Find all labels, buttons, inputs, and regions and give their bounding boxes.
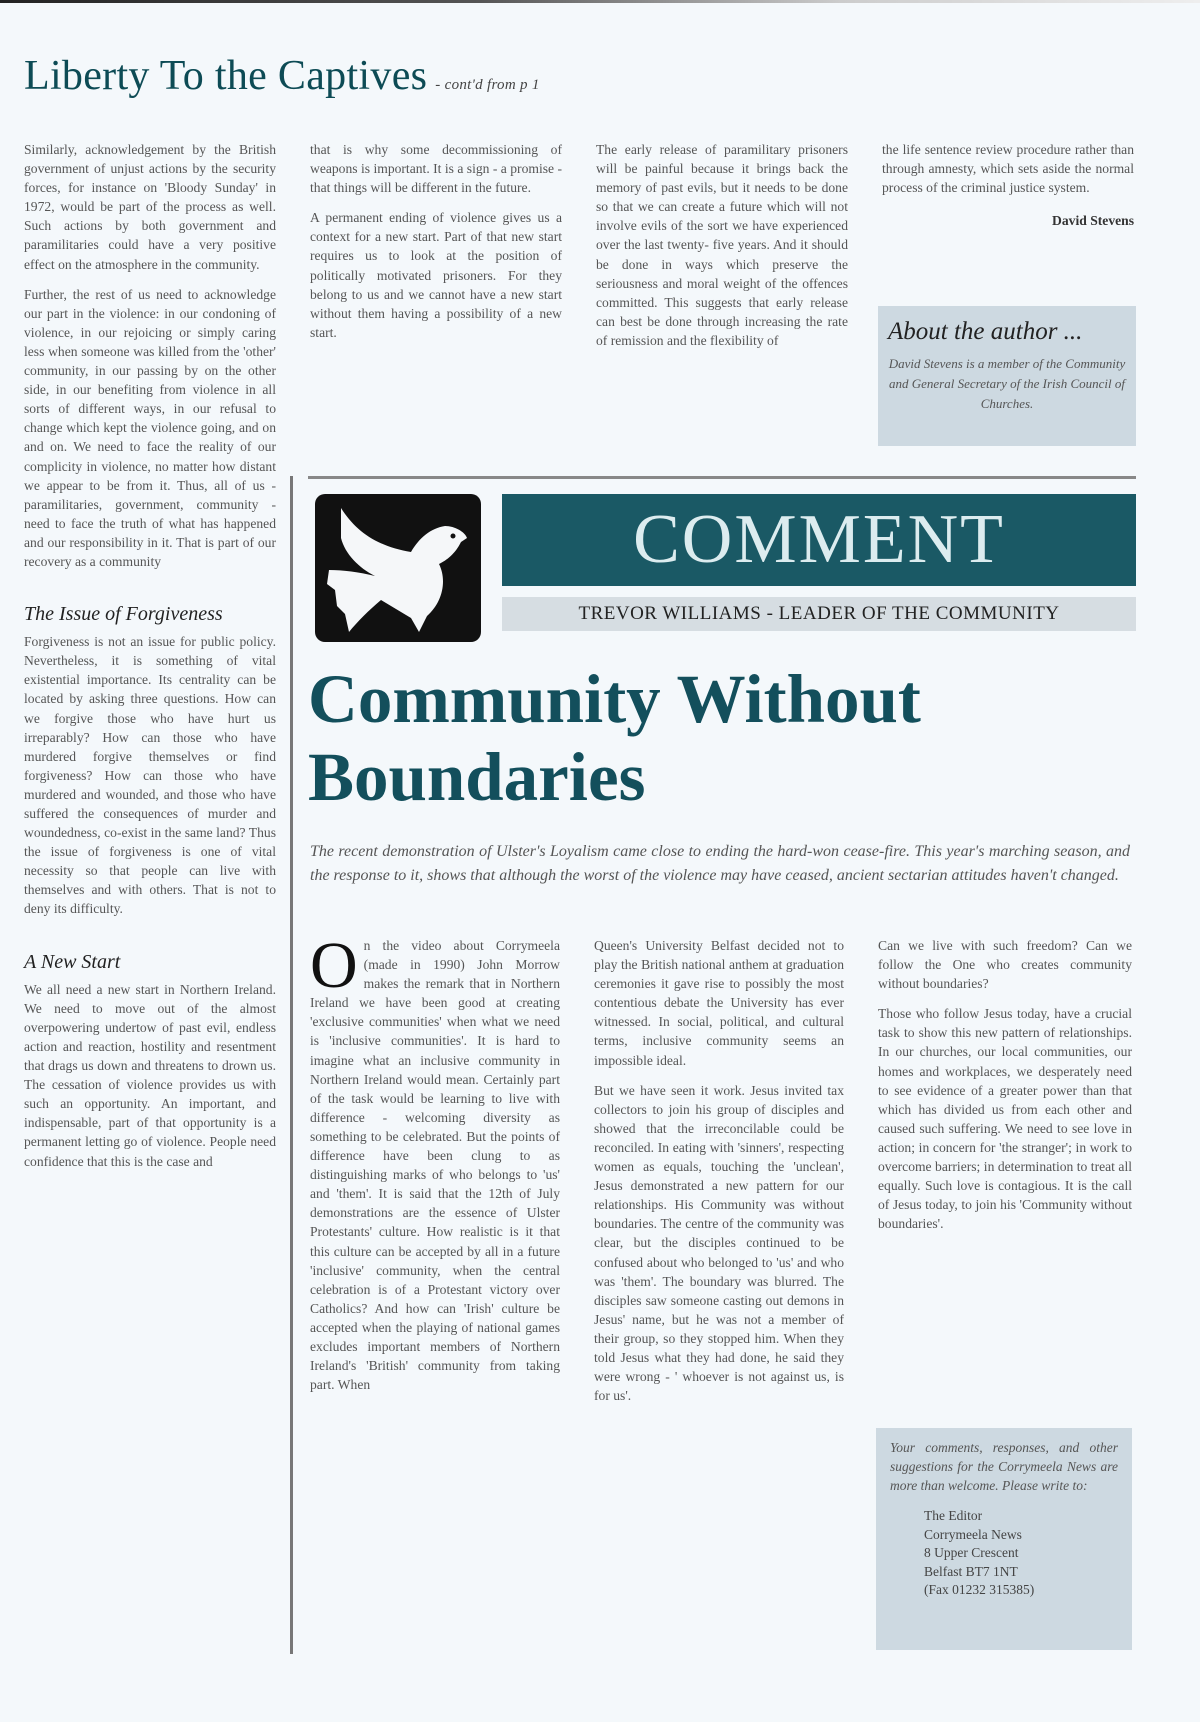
comment-standfirst: The recent demonstration of Ulster's Loyalism came close to ending the hard-won cease-fire. This year's marching season, and the response to it, shows that although the worst of the violence may have ceased, ancient sectarian attitudes haven't changed. [310,843,1130,884]
page-top-edge [0,0,1200,3]
about-author-text: David Stevens is a member of the Community and General Secretary of the Irish Council of Churches. [888,356,1126,411]
dove-icon [315,494,481,642]
paragraph: A permanent ending of violence gives us a context for a new start. Part of that new start requires us to look at the position of politically motivated prisoners. For they belong to us and we cannot have a new start without them having a possibility of a new start. [310,210,562,340]
editor-address [924,1507,1118,1600]
subheading-forgiveness: The Issue of Forgiveness [24,603,223,626]
editor-contact-box [876,1428,1132,1650]
section-divider-horizontal [308,476,1136,479]
paragraph: Similarly, acknowledgement by the British government of unjust actions by the security forces, for instance on 'Bloody Sunday' in 1972, would be part of the process as well. Such actions by both government and paramilitaries could have a very positive effect on the atmosphere in the community. [24,142,276,272]
comment-column-1 [310,929,560,1405]
article-title-text: Liberty To the Captives [24,53,428,99]
about-author-heading: About the author ... [888,318,1083,345]
address-line: Corrymeela News [924,1526,1022,1542]
contact-invitation: Your comments, responses, and other suggestions for the Corrymeela News are more than welcome. Please write to: [890,1440,1118,1493]
paragraph: that is why some decommissioning of weapons is important. It is a sign - a promise - that things will be different in the future. [310,142,562,196]
paragraph: Further, the rest of us need to acknowledge our part in the violence: in our condoning of violence, in our rejoicing or simply caring less when someone was killed from the 'other' community, in our passing by on the other side, in our benefiting from violence in all sorts of different ways, in our refusal to change which kept the violence going, and on and on. We need to face the reality of our complicity in violence, no matter how distant we appear to be from it. Thus, all of us - paramilitaries, government, community - need to face the truth of what has happened and our responsibility in it. That is part of our recovery as a community [24,286,276,569]
column-divider-vertical [290,476,293,1654]
paragraph: Can we live with such freedom? Can we follow the One who creates community without boundaries? [878,938,1132,992]
dove-logo [315,494,481,642]
about-author-box [878,306,1136,446]
article-title [24,52,540,100]
article1-column-3 [596,140,848,361]
paragraph: We all need a new start in Northern Ireland. We need to move out of the almost overpowering undertow of past evil, endless action and reaction, hostility and resentment that drags us down and threatens to drown us. The cessation of violence provides us with such an opportunity. An important, and indispensable, part of that opportunity is a permanent letting go of violence. People need confidence that this is the case and [24,981,276,1169]
address-line: The Editor [924,1508,983,1523]
address-line: Belfast BT7 1NT [924,1563,1018,1579]
paragraph: Those who follow Jesus today, have a crucial task to show this new pattern of relationships. In our churches, our local communities, our homes and workplaces, we desperately need to see evidence of a greater power than that which has divided us from each other and caused such suffering. We need to see love in action; in concern for 'the stranger'; in work to overcome barriers; in determination to treat all equally. Such love is contagious. It is the call of Jesus today, to join his 'Community without boundaries'. [878,1006,1132,1232]
comment-headline: Community Without Boundaries [308,661,921,815]
paragraph-text: n the video about Corrymeela (made in 1990) John Morrow makes the remark that in Northern Ireland we have been good at creating 'exclusive communities' when what we need is 'inclusive communities'. It is hard to imagine what an inclusive community in Northern Ireland would mean. Certainly part of the task would be learning to live with difference - welcoming diversity as something to be celebrated. But the points of difference have been clung to as distinguishing marks of who belongs to 'us' and 'them'. It is said that the 12th of July demonstrations are the essence of Ulster Protestants' culture. How realistic is it that this culture can be accepted by all in a future 'inclusive' community, when the central celebration is of a Protestant victory over Catholics? And how can 'Irish' culture be accepted when the playing of national games excludes important members of Northern Ireland's 'British' community from taking part. When [310,938,560,1393]
article1-column-4 [882,140,1134,230]
comment-column-2 [594,936,844,1416]
paragraph: But we have seen it work. Jesus invited tax collectors to join his group of disciples and showed that the irreconcilable could be reconciled. In eating with 'sinners', respecting women as equals, touching the 'unclean', Jesus demonstrated a new pattern for our relationships. His Community was without boundaries. The centre of the community was clear, but the disciples continued to be confused about who belonged to 'us' and who was 'them'. The boundary was blurred. The disciples saw someone casting out demons in Jesus' name, but he was not a member of their group, so they stopped him. When they told Jesus what they had done, he said they were wrong - ' whoever is not against us, is for us'. [594,1082,844,1404]
comment-byline: TREVOR WILLIAMS - LEADER OF THE COMMUNITY [502,597,1136,631]
article1-column-1 [24,140,276,1182]
comment-banner: COMMENT [502,494,1136,586]
paragraph [310,929,560,1394]
address-line: 8 Upper Crescent [924,1545,1019,1560]
author-signature: David Stevens [1052,213,1134,229]
paragraph: The early release of paramilitary prisoners will be painful because it brings back the memory of past evils, but it needs to be done so that we can create a future which will not involve evils of the sort we have experienced over the last twenty- five years. And it should be done in ways which preserve the seriousness and moral weight of the offences committed. This suggests that early release can best be done through increasing the rate of remission and the flexibility of [596,142,848,348]
drop-cap: O [310,929,358,1002]
subheading-new-start: A New Start [24,950,121,973]
paragraph: Queen's University Belfast decided not to play the British national anthem at graduation ceremonies it gave rise to possibly the most contentious debate the University has ever witnessed. In social, political, and cultural terms, inclusive community seems an impossible ideal. [594,938,844,1068]
fax-line: (Fax 01232 315385) [924,1582,1035,1597]
comment-column-3 [878,936,1132,1244]
continued-note: - cont'd from p 1 [435,77,540,93]
paragraph: Forgiveness is not an issue for public policy. Nevertheless, it is something of vital existential importance. Its centrality can be located by asking three questions. How can we forgive those who have hurt us irreparably? How can those who have murdered forgive themselves or find forgiveness? How can those who have murdered and wounded, and those who have suffered the consequences of murder and woundedness, co-exist in the same land? Thus the issue of forgiveness is one of vital necessity so that people can live with themselves and with others. That is not to deny its difficulty. [24,634,276,917]
paragraph: the life sentence review procedure rather than through amnesty, which sets aside the normal process of the criminal justice system. [882,142,1134,196]
article1-column-2 [310,140,562,353]
